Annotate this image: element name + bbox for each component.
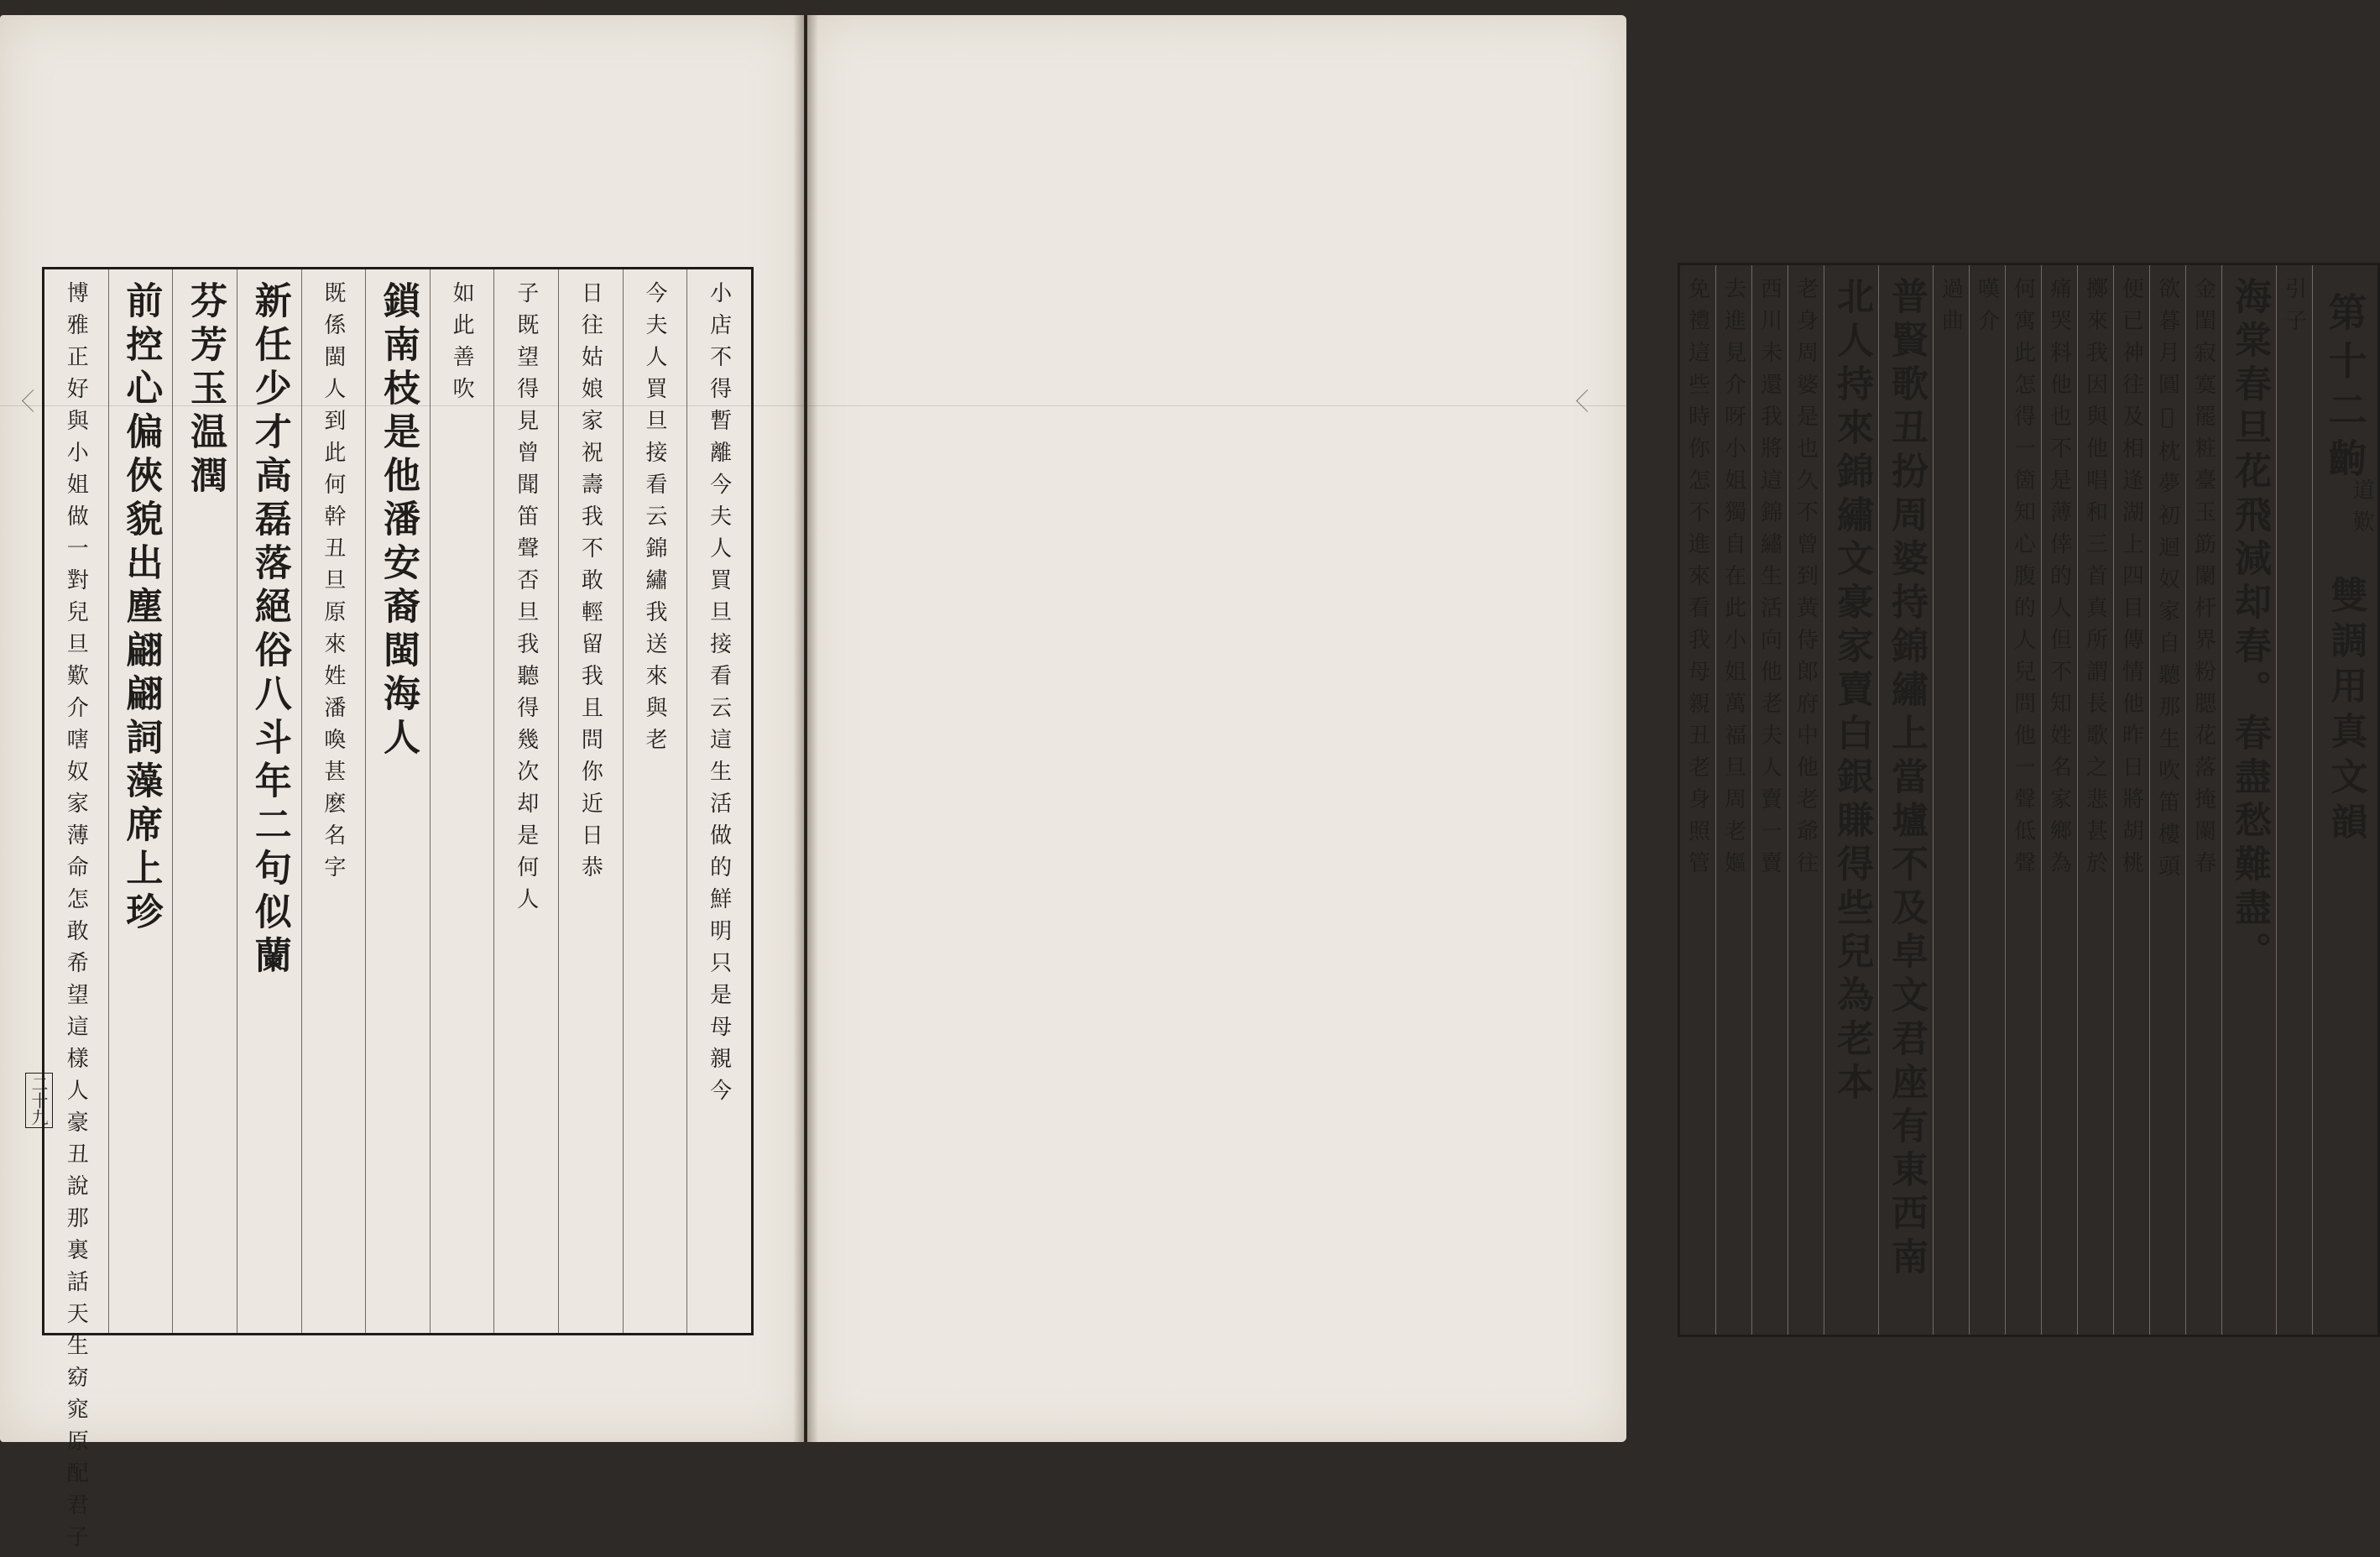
mode-heading: 雙調用真文韻 xyxy=(2324,576,2367,848)
folio-number: 二十九 xyxy=(25,1073,53,1128)
fold-notch xyxy=(22,389,44,412)
text-column xyxy=(2041,265,2077,1335)
column-text: 芬芳玉温潤 xyxy=(184,281,227,499)
text-column xyxy=(365,269,430,1333)
column-text: 子既望得見曾聞笛聲否旦我聽得幾次却是何人 xyxy=(513,281,539,919)
left-text-frame xyxy=(42,267,754,1557)
text-column xyxy=(1715,265,1751,1335)
text-column xyxy=(301,269,366,1333)
column-text: 引子 xyxy=(2281,277,2307,341)
column-text: 前控心偏俠貌出塵翩翩詞藻席上珍 xyxy=(119,281,163,936)
fold-notch xyxy=(1576,389,1599,412)
column-text: 欲暮月圓𣱵枕夢初迴奴家自聽那生吹笛樓頭 xyxy=(2154,277,2180,886)
column-text: 去進見介呀小姐獨自在此小姐萬福旦周老嫗 xyxy=(1720,277,1746,883)
right-text-frame xyxy=(1678,263,2380,1337)
column-text: 博雅正好與小姐做一對兒旦歎介嗐奴家薄命怎敢希望這樣人豪丑說那裏話天生窈窕原配君子 xyxy=(63,281,89,1557)
text-column xyxy=(2077,265,2113,1335)
column-text: 老身周婆是也久不曾到黃侍郎府中他老爺往 xyxy=(1793,277,1819,883)
column-text: 西川未還我將這錦繡生活向他老夫人賣一賣 xyxy=(1756,277,1782,883)
text-column xyxy=(686,269,751,1333)
text-column xyxy=(558,269,623,1333)
text-column xyxy=(108,269,173,1333)
text-column xyxy=(1969,265,2005,1335)
text-column xyxy=(237,269,301,1333)
column-text: 普賢歌丑扮周婆持錦繡上當壚不及卓文君座有東西南 xyxy=(1885,277,1928,1281)
text-column xyxy=(1751,265,1788,1335)
column-text: 新任少才高磊落絕俗八斗年二句似蘭 xyxy=(248,281,291,980)
text-column xyxy=(2149,265,2185,1335)
text-column xyxy=(430,269,494,1333)
column-text: 日往姑娘家祝壽我不敢輕留我且問你近日恭 xyxy=(577,281,603,887)
column-text: 免禮這些時你怎不進來看我母親丑老身照管 xyxy=(1684,277,1710,883)
chapter-title: 第十二齣 xyxy=(2322,292,2368,487)
text-column xyxy=(1933,265,1969,1335)
text-column xyxy=(623,269,687,1333)
fold-crease xyxy=(807,405,1626,406)
title-column xyxy=(2312,265,2377,1335)
column-text: 嘆介 xyxy=(1974,277,2000,341)
chapter-subtitle: 道歎 xyxy=(2349,478,2374,542)
text-column xyxy=(2276,265,2312,1335)
text-column xyxy=(2113,265,2149,1335)
column-text: 既係閩人到此何幹丑旦原來姓潘喚甚麽名字 xyxy=(320,281,346,887)
column-text: 如此善吹 xyxy=(449,281,475,409)
book-gutter xyxy=(793,15,818,1442)
column-text: 便已神往及相逢湖上四目傳情他昨日將胡桃 xyxy=(2118,277,2144,883)
text-column xyxy=(1878,265,1933,1335)
left-page xyxy=(0,15,804,1557)
column-text: 過曲 xyxy=(1938,277,1964,341)
text-column xyxy=(2005,265,2041,1335)
column-text: 北人持來錦繡文豪家賣白銀賺得些兒為老本 xyxy=(1830,277,1873,1106)
text-column xyxy=(2221,265,2276,1335)
text-column xyxy=(2185,265,2221,1335)
text-column xyxy=(493,269,558,1333)
column-text: 鎖南枝是他潘安裔閩海人 xyxy=(376,281,420,761)
column-text: 何寓此怎得一箇知心腹的人兒問他一聲低聲 xyxy=(2010,277,2036,883)
text-column xyxy=(1680,265,1715,1335)
left-columns xyxy=(44,269,751,1557)
column-text: 今夫人買旦接看云錦繡我送來與老 xyxy=(642,281,668,760)
text-column xyxy=(1788,265,1824,1335)
column-text: 海棠春旦花飛減却春。春盡愁難盡。 xyxy=(2228,277,2271,975)
text-column xyxy=(1824,265,1878,1335)
right-columns xyxy=(1680,265,2377,1335)
column-text: 小店不得暫離今夫人買旦接看云這生活做的鮮明只是母親今 xyxy=(706,281,732,1110)
right-page xyxy=(807,15,2374,1442)
column-text: 痛哭料他也不是薄倖的人但不知姓名家鄉為 xyxy=(2046,277,2072,883)
text-column xyxy=(44,269,108,1557)
text-column xyxy=(172,269,237,1333)
column-text: 擲來我因與他唱和三首真所謂長歌之悲甚於 xyxy=(2082,277,2108,883)
column-text: 金閨寂寞罷粧臺玉筯闌杆界粉腮花落掩闌春 xyxy=(2190,277,2216,883)
